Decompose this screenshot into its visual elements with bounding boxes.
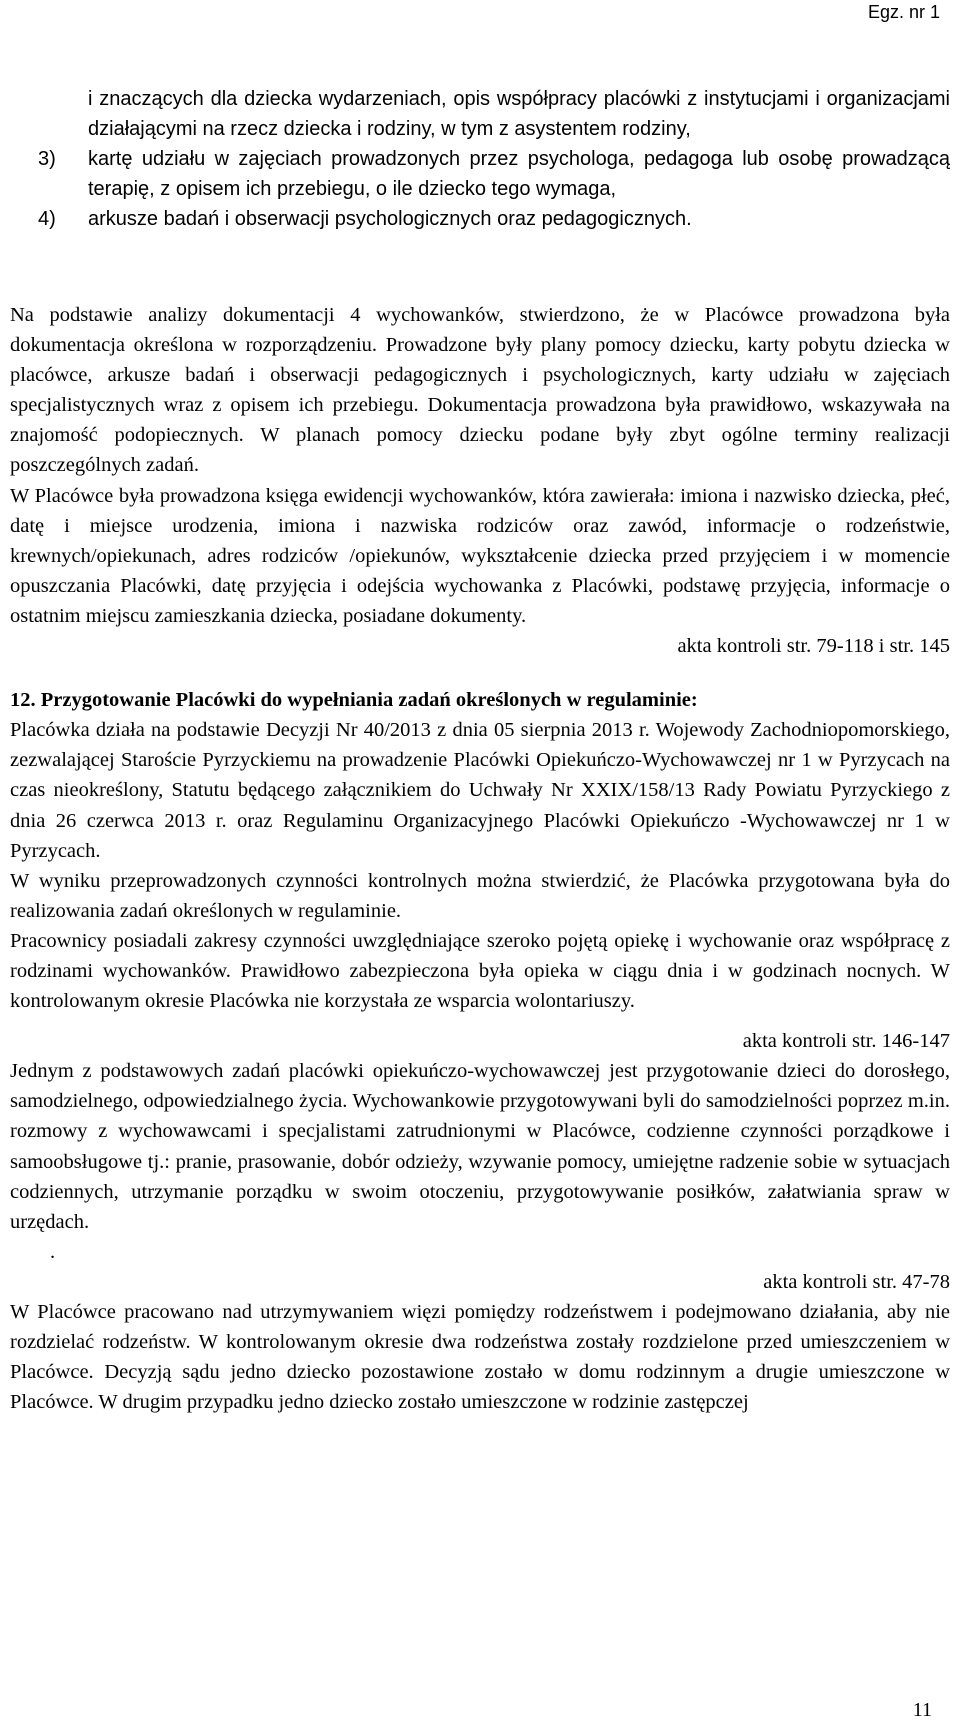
paragraph: Placówka działa na podstawie Decyzji Nr 40/2013 z dnia 05 sierpnia 2013 r. Wojewody Zachodniopomorskiego, zezwalającej Staroście Pyrzyckiemu na prowadzenie Placówki Opiekuńczo-Wychowawczej nr 1 w Pyrzycach na czas nieokreślony, Statutu będącego załącznikiem do Uchwały Nr XXIX/158/13 Rady Powiatu Pyrzyckiego z dnia 26 czerwca 2013 r. oraz Regulaminu Organizacyjnego Placówki Opiekuńczo -Wychowawczej nr 1 w Pyrzycach.	[10, 719, 950, 862]
paragraph: Jednym z podstawowych zadań placówki opiekuńczo-wychowawczej jest przygotowanie dzieci do dorosłego, samodzielnego, odpowiedzialnego życia. Wychowankowie przygotowywani byli do samodzielności poprzez m.in. rozmowy z wychowawcami i specjalistami zatrudnionymi w Placówce, codzienne czynności porządkowe i samoobsługowe tj.: pranie, prasowanie, dobór odzieży, wzywanie pomocy, umiejętne radzenie sobie w sytuacjach codziennych, utrzymanie porządku w swoim otoczeniu, przygotowywanie posiłków, załatwiania spraw w urzędach.	[10, 1060, 950, 1233]
section-heading: 12. Przygotowanie Placówki do wypełniania zadań określonych w regulaminie:	[10, 689, 698, 712]
copy-number-label: Egz. nr 1	[867, 2, 940, 22]
list-item	[38, 144, 950, 204]
paragraph: W Placówce była prowadzona księga ewidencji wychowanków, która zawierała: imiona i nazwisko dziecka, płeć, datę i miejsce urodzenia, imiona i nazwiska rodziców oraz zawód, informacje o rodzeństwie, krewnych/opiekunach, adres rodziców /opiekunów, wykształcenie dziecka przed przyjęciem i w momencie opuszczania Placówki, datę przyjęcia i odejścia wychowanka z Placówki, podstawę przyjęcia, informacje o ostatnim miejscu zamieszkania dziecka, posiadane dokumenty.	[10, 484, 950, 627]
list-item-text: kartę udziału w zajęciach prowadzonych przez psychologa, pedagoga lub osobę prowadzącą terapię, z opisem ich przebiegu, o ile dziecko tego wymaga,	[88, 148, 950, 200]
paragraph: W wyniku przeprowadzonych czynności kontrolnych można stwierdzić, że Placówka przygotowana była do realizowania zadań określonych w regulaminie.	[10, 869, 950, 922]
numbered-list	[38, 84, 950, 234]
paragraph: Na podstawie analizy dokumentacji 4 wychowanków, stwierdzono, że w Placówce prowadzona była dokumentacja określona w rozporządzeniu. Prowadzone były plany pomocy dziecku, karty pobytu dziecka w placówce, arkusze badań i obserwacji pedagogicznych i psychologicznych, karty udziału w zajęciach specjalistycznych wraz z opisem ich przebiegu. Dokumentacja prowadzona była prawidłowo, wskazywała na znajomość podopiecznych. W planach pomocy dziecku podane były zbyt ogólne terminy realizacji poszczególnych zadań.	[10, 304, 950, 477]
list-continuation-text: i znaczących dla dziecka wydarzeniach, opis współpracy placówki z instytucjami i organizacjami działającymi na rzecz dziecka i rodziny, w tym z asystentem rodziny,	[88, 88, 950, 140]
file-reference: akta kontroli str. 79-118 i str. 145	[677, 635, 950, 658]
stray-dot: .	[50, 1240, 56, 1263]
list-item-number: 4)	[38, 208, 56, 230]
paragraph: Pracownicy posiadali zakresy czynności uwzględniające szeroko pojętą opiekę i wychowanie oraz współpracę z rodzinami wychowanków. Prawidłowo zabezpieczona była opieka w ciągu dnia i w godzinach nocnych. W kontrolowanym okresie Placówka nie korzystała ze wsparcia wolontariuszy.	[10, 929, 950, 1013]
list-item-number: 3)	[38, 148, 56, 170]
file-reference: akta kontroli str. 146-147	[742, 1030, 950, 1053]
document-body	[10, 300, 950, 1417]
file-reference: akta kontroli str. 47-78	[763, 1270, 950, 1293]
list-item-text: arkusze badań i obserwacji psychologicznych oraz pedagogicznych.	[88, 208, 692, 230]
paragraph: W Placówce pracowano nad utrzymywaniem więzi pomiędzy rodzeństwem i podejmowano działania, aby nie rozdzielać rodzeństw. W kontrolowanym okresie dwa rodzeństwa zostały rozdzielone przed umieszczeniem w Placówce. Decyzją sądu jedno dziecko pozostawione zostało w domu rodzinnym a drugie umieszczone w Placówce. W drugim przypadku jedno dziecko zostało umieszczone w rodzinie zastępczej	[10, 1301, 950, 1414]
list-item	[38, 204, 950, 234]
page-number: 11	[912, 1699, 932, 1721]
